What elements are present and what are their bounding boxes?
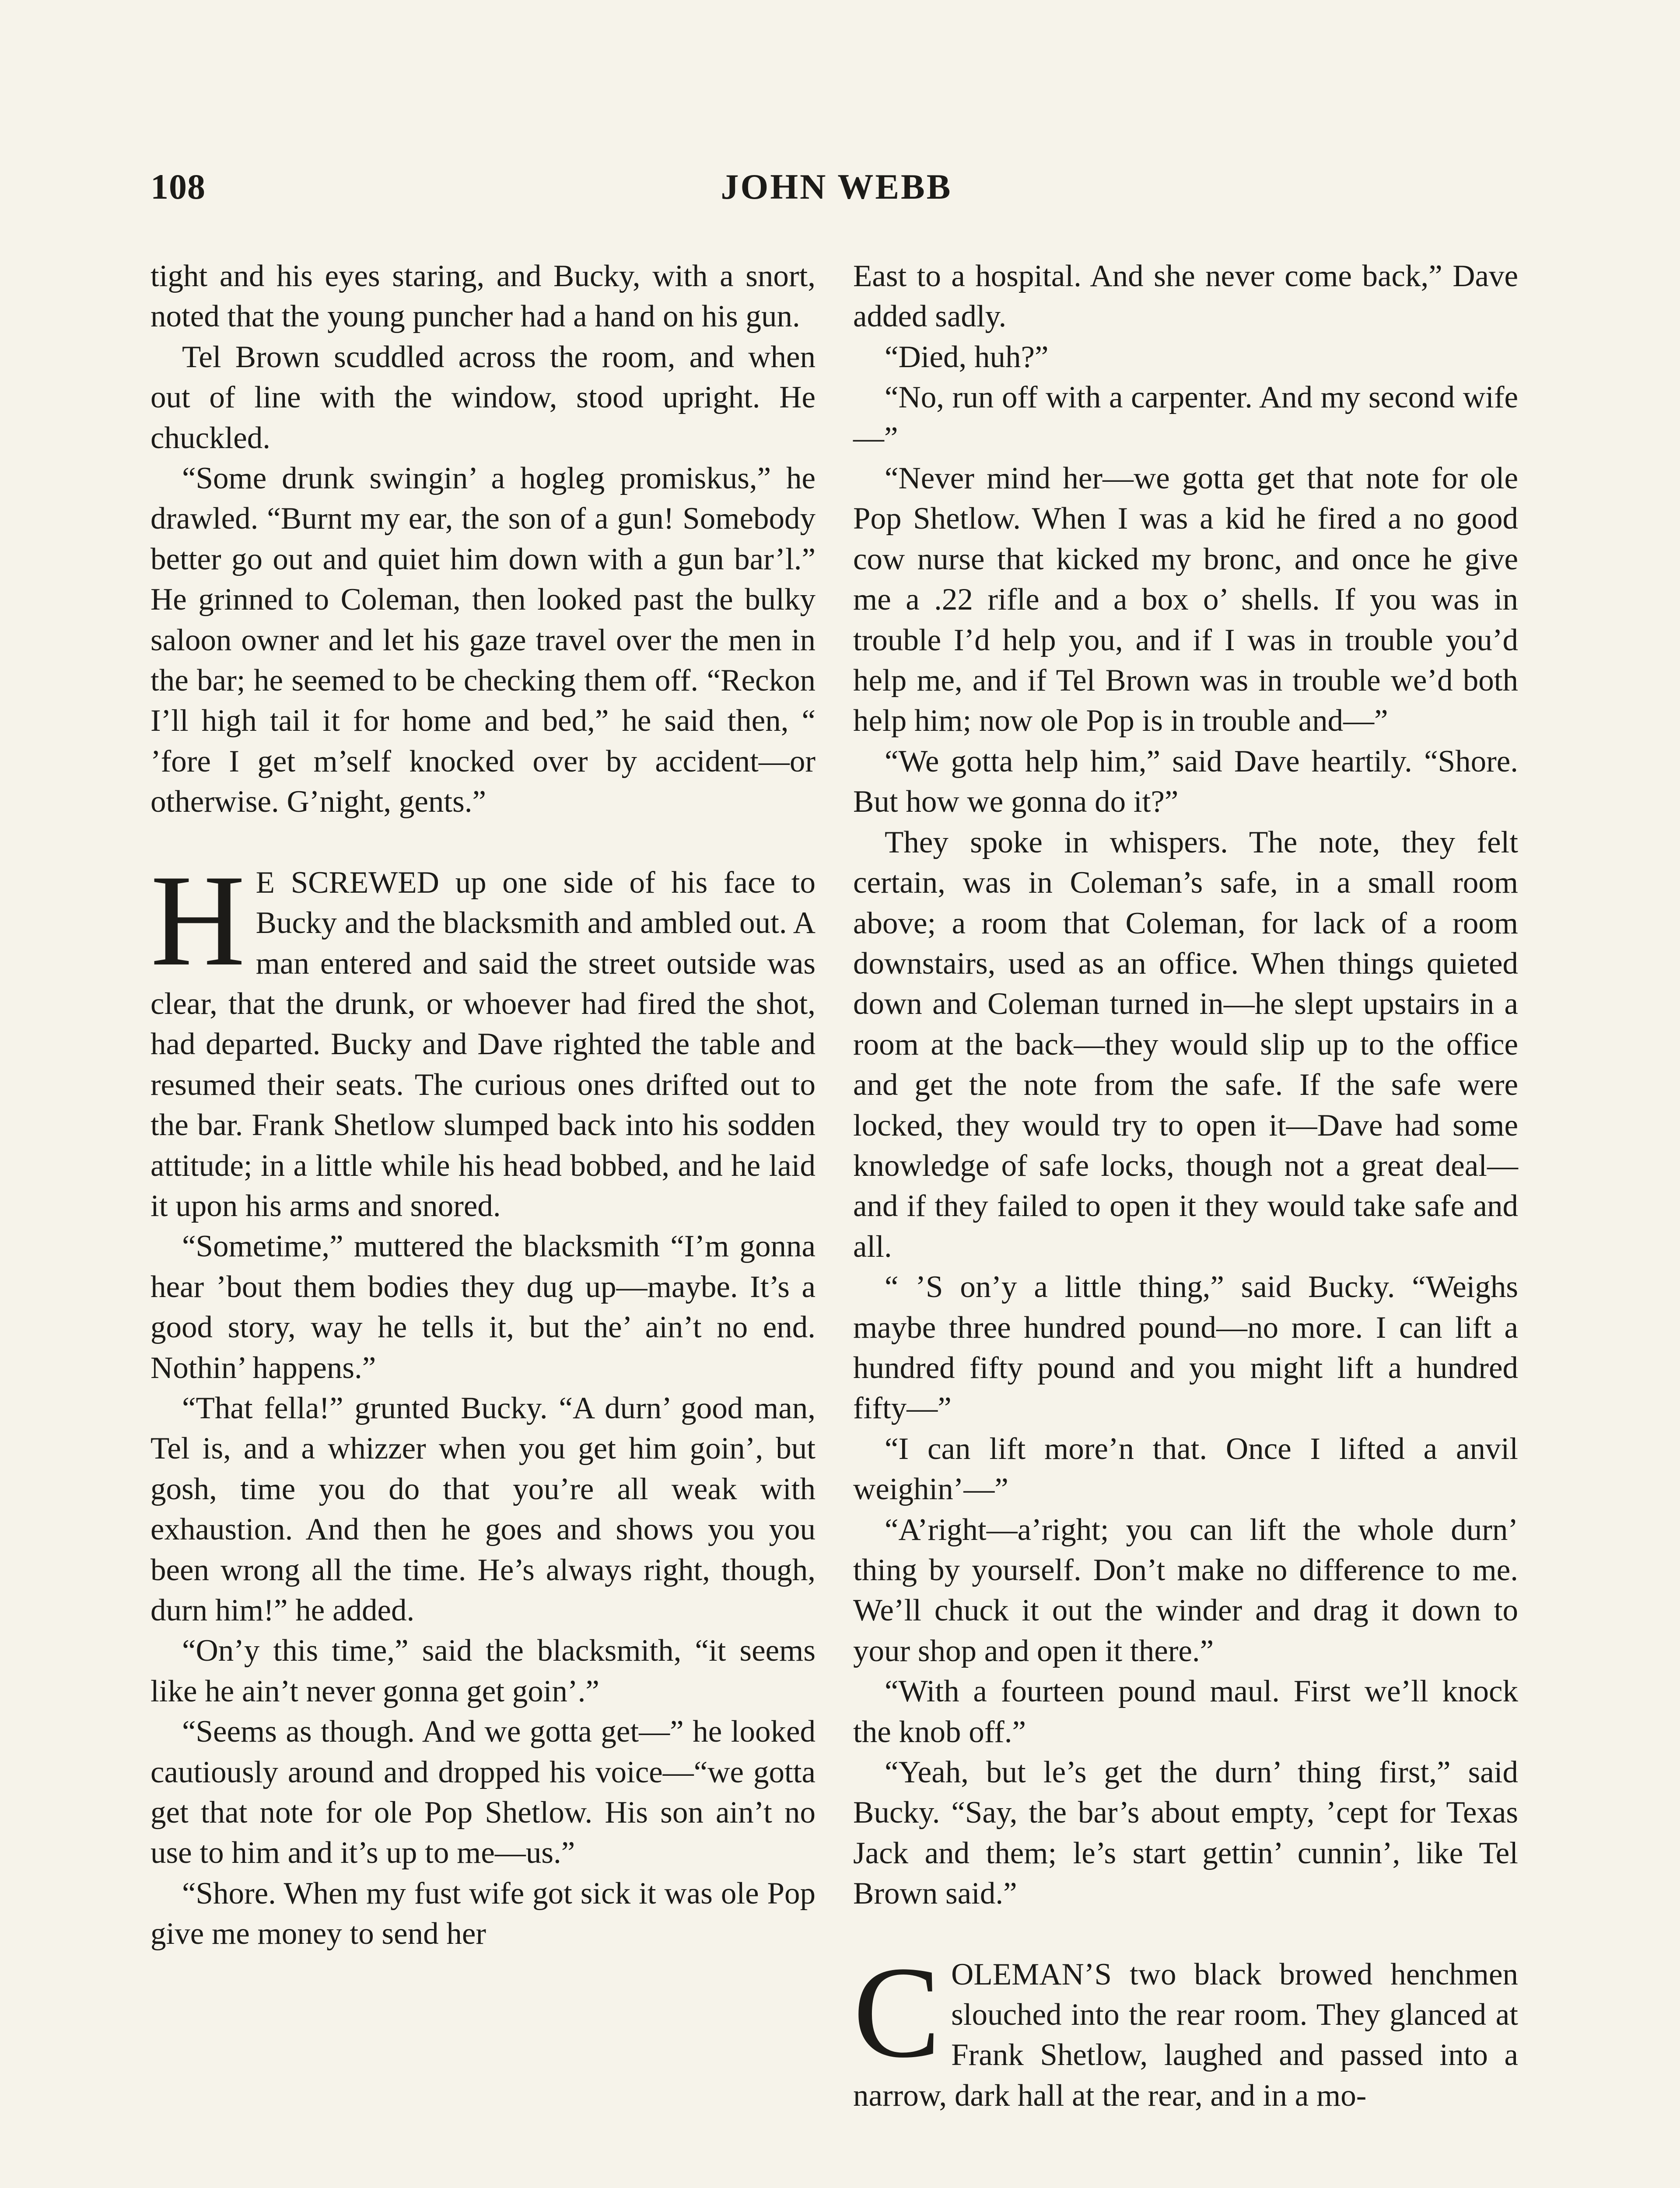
paragraph: “Yeah, but le’s get the durn’ thing first,” said Bucky. “Say, the bar’s about empty, ’cept for Texas Jack and them; le’s start gettin’ cunnin’, like Tel Brown said.” xyxy=(853,1755,1518,1911)
paragraph: “A’right—a’right; you can lift the whole durn’ thing by yourself. Don’t make no difference to me. We’ll chuck it out the winder and drag it down to your shop and open it there.” xyxy=(853,1512,1518,1668)
paragraph: “On’y this time,” said the blacksmith, “it seems like he ain’t never gonna get goin’.” xyxy=(150,1634,816,1708)
paragraph: “Never mind her—we gotta get that note for ole Pop Shetlow. When I was a kid he fired a no good cow nurse that kicked my bronc, and once he give me a .22 rifle and a box o’ shells. If you was in trouble I’d help you, and if I was in trouble you’d help me, and if Tel Brown was in trouble we’d both help him; now ole Pop is in trouble and—” xyxy=(853,461,1518,738)
paragraph: “I can lift more’n that. Once I lifted a anvil weighin’—” xyxy=(853,1431,1518,1507)
paragraph: “Shore. When my fust wife got sick it was ole Pop give me money to send her xyxy=(150,1876,816,1951)
page-header xyxy=(150,166,1522,214)
paragraph: East to a hospital. And she never come back,” Dave added sadly. xyxy=(853,259,1518,334)
section-break xyxy=(853,1914,1518,1954)
paragraph: “Some drunk swingin’ a hogleg promiskus,” he drawled. “Burnt my ear, the son of a gun! Somebody better go out and quiet him down with a gun bar’l.” He grinned to Coleman, then looked past the bulky saloon owner and let his gaze travel over the men in the bar; he seemed to be checking them off. “Reckon I’ll high tail it for home and bed,” he said then, “ ’fore I get m’self knocked over by accident—or otherwise. G’night, gents.” xyxy=(150,461,816,819)
paragraph: “We gotta help him,” said Dave heartily. “Shore. But how we gonna do it?” xyxy=(853,744,1518,819)
paragraph: “Died, huh?” xyxy=(885,340,1049,374)
paragraph: tight and his eyes staring, and Bucky, with a snort, noted that the young puncher had a hand on his gun. xyxy=(150,259,816,334)
drop-cap: C xyxy=(853,1939,941,2085)
paragraph: “That fella!” grunted Bucky. “A durn’ good man, Tel is, and a whizzer when you get him goin’, but gosh, time you do that you’re all weak with exhaustion. And then he goes and shows you you been wrong all the time. He’s always right, though, durn him!” he added. xyxy=(150,1391,816,1627)
paragraph: “No, run off with a carpenter. And my second wife—” xyxy=(853,380,1518,455)
left-column xyxy=(150,256,816,1954)
paragraph: They spoke in whispers. The note, they felt certain, was in Coleman’s safe, in a small room above; a room that Coleman, for lack of a room downstairs, used as an office. When things quieted down and Coleman turned in—he slept upstairs in a room at the back—they would slip up to the office and get the note from the safe. If the safe were locked, they would try to open it—Dave had some knowledge of safe locks, though not a great deal—and if they failed to open it they would take safe and all. xyxy=(853,825,1518,1264)
paragraph: “Sometime,” muttered the blacksmith “I’m gonna hear ’bout them bodies they dug up—maybe. It’s a good story, way he tells it, but the’ ain’t no end. Nothin’ happens.” xyxy=(150,1229,816,1385)
dropcap-paragraph xyxy=(150,847,816,1227)
section-break xyxy=(150,822,816,863)
paragraph: Tel Brown scuddled across the room, and when out of line with the window, stood upright. He chuckled. xyxy=(150,340,816,455)
running-title: JOHN WEBB xyxy=(721,167,952,207)
paragraph-text: OLEMAN’S two black browed henchmen slouched into the rear room. They glanced at Frank Shetlow, laughed and passed into a narrow, dark hall at the rear, and in a mo- xyxy=(853,1957,1518,2113)
paragraph: “With a fourteen pound maul. First we’ll knock the knob off.” xyxy=(853,1674,1518,1749)
paragraph: “Seems as though. And we gotta get—” he looked cautiously around and dropped his voice—“we gotta get that note for ole Pop Shetlow. His son ain’t no use to him and it’s up to me—us.” xyxy=(150,1715,816,1870)
page-number: 108 xyxy=(150,167,206,207)
drop-cap: H xyxy=(150,847,245,993)
paragraph-text: E SCREWED up one side of his face to Bucky and the blacksmith and ambled out. A man entered and said the street outside was clear, that the drunk, or whoever had fired the shot, had departed. Bucky and Dave righted the table and resumed their seats. The curious ones drifted out to the bar. Frank Shetlow slumped back into his sodden attitude; in a little while his head bobbed, and he laid it upon his arms and snored. xyxy=(150,865,816,1223)
right-column xyxy=(853,256,1518,2116)
dropcap-paragraph xyxy=(853,1939,1518,2116)
paragraph: “ ’S on’y a little thing,” said Bucky. “Weighs maybe three hundred pound—no more. I can lift a hundred fifty pound and you might lift a hundred fifty—” xyxy=(853,1270,1518,1426)
